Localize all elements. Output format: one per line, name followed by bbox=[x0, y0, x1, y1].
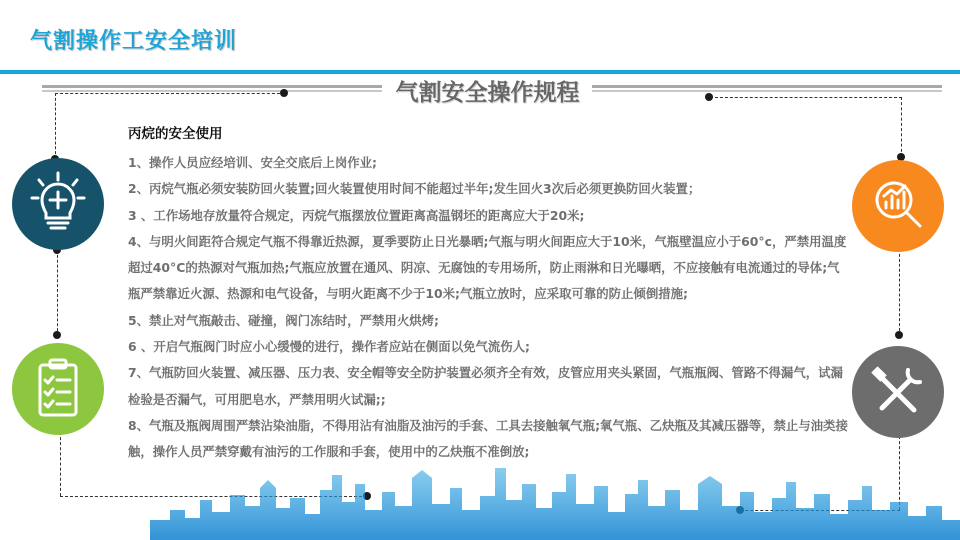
frame-top-right-dash bbox=[710, 97, 902, 98]
rule-item: 6 、开启气瓶阀门时应小心缓慢的进行，操作者应站在侧面以免气流伤人; bbox=[128, 339, 530, 355]
frame-left-top-dash bbox=[55, 93, 56, 159]
frame-dot bbox=[53, 331, 61, 339]
subtitle-rule-left bbox=[42, 85, 382, 92]
frame-dot bbox=[895, 331, 903, 339]
rule-item: 2、丙烷气瓶必须安装防回火装置;回火装置使用时间不能超过半年;发生回火3次后必须更换防回火装置； bbox=[128, 181, 701, 197]
lightbulb-plus-icon bbox=[12, 158, 104, 250]
frame-dot bbox=[705, 93, 713, 101]
city-skyline-illustration bbox=[150, 440, 960, 540]
rule-item: 7、气瓶防回火装置、减压器、压力表、安全帽等安全防护装置必须齐全有效，皮管应用夹头紧固，气瓶瓶阀、管路不得漏气，试漏检验是否漏气，可用肥皂水，严禁用明火试漏;; bbox=[128, 365, 843, 407]
rule-item: 8、气瓶及瓶阀周围严禁沾染油脂，不得用沾有油脂及油污的手套、工具去接触氧气瓶;氧气瓶、乙炔瓶及其减压器等，禁止与油类接触，操作人员严禁穿戴有油污的工作服和手套，使用中的乙炔瓶不准倒放; bbox=[128, 417, 848, 460]
rule-item: 3 、工作场地存放量符合规定，丙烷气瓶摆放位置距离高温钢坯的距离应大于20米; bbox=[128, 207, 585, 223]
content-heading: 丙烷的安全使用 bbox=[128, 126, 223, 142]
frame-right-mid-dash bbox=[899, 244, 900, 336]
section-subtitle: 气割安全操作规程 bbox=[395, 80, 580, 106]
frame-left-bottom-dash bbox=[60, 432, 61, 496]
magnifier-chart-icon bbox=[852, 160, 944, 252]
frame-top-left-dash bbox=[55, 93, 285, 94]
frame-left-mid-dash bbox=[57, 250, 58, 336]
checklist-clipboard-icon bbox=[12, 343, 104, 435]
frame-right-top-dash bbox=[901, 97, 902, 157]
tools-icon bbox=[852, 346, 944, 438]
subtitle-rule-right bbox=[592, 85, 942, 92]
rule-item: 1、操作人员应经培训、安全交底后上岗作业; bbox=[128, 155, 377, 170]
rule-item: 5、禁止对气瓶敲击、碰撞，阀门冻结时，严禁用火烘烤; bbox=[128, 312, 439, 328]
page-title: 气割操作工安全培训 bbox=[30, 29, 238, 54]
regulation-content bbox=[128, 122, 848, 466]
rule-item: 4、与明火间距符合规定气瓶不得靠近热源，夏季要防止日光暴晒;气瓶与明火间距应大于10米，气瓶壁温应小于60°c，严禁用温度超过40°C的热源对气瓶加热;气瓶应放置在通风、阴凉、无腐蚀的专用场所，防止雨淋和日光曝晒，不应接触有电流通过的导体;气瓶严禁靠近火源、热源和电气设备，与明火距离不少于10米;气瓶立放时，应采取可靠的防止倾倒措施; bbox=[128, 233, 847, 302]
frame-dot bbox=[280, 89, 288, 97]
